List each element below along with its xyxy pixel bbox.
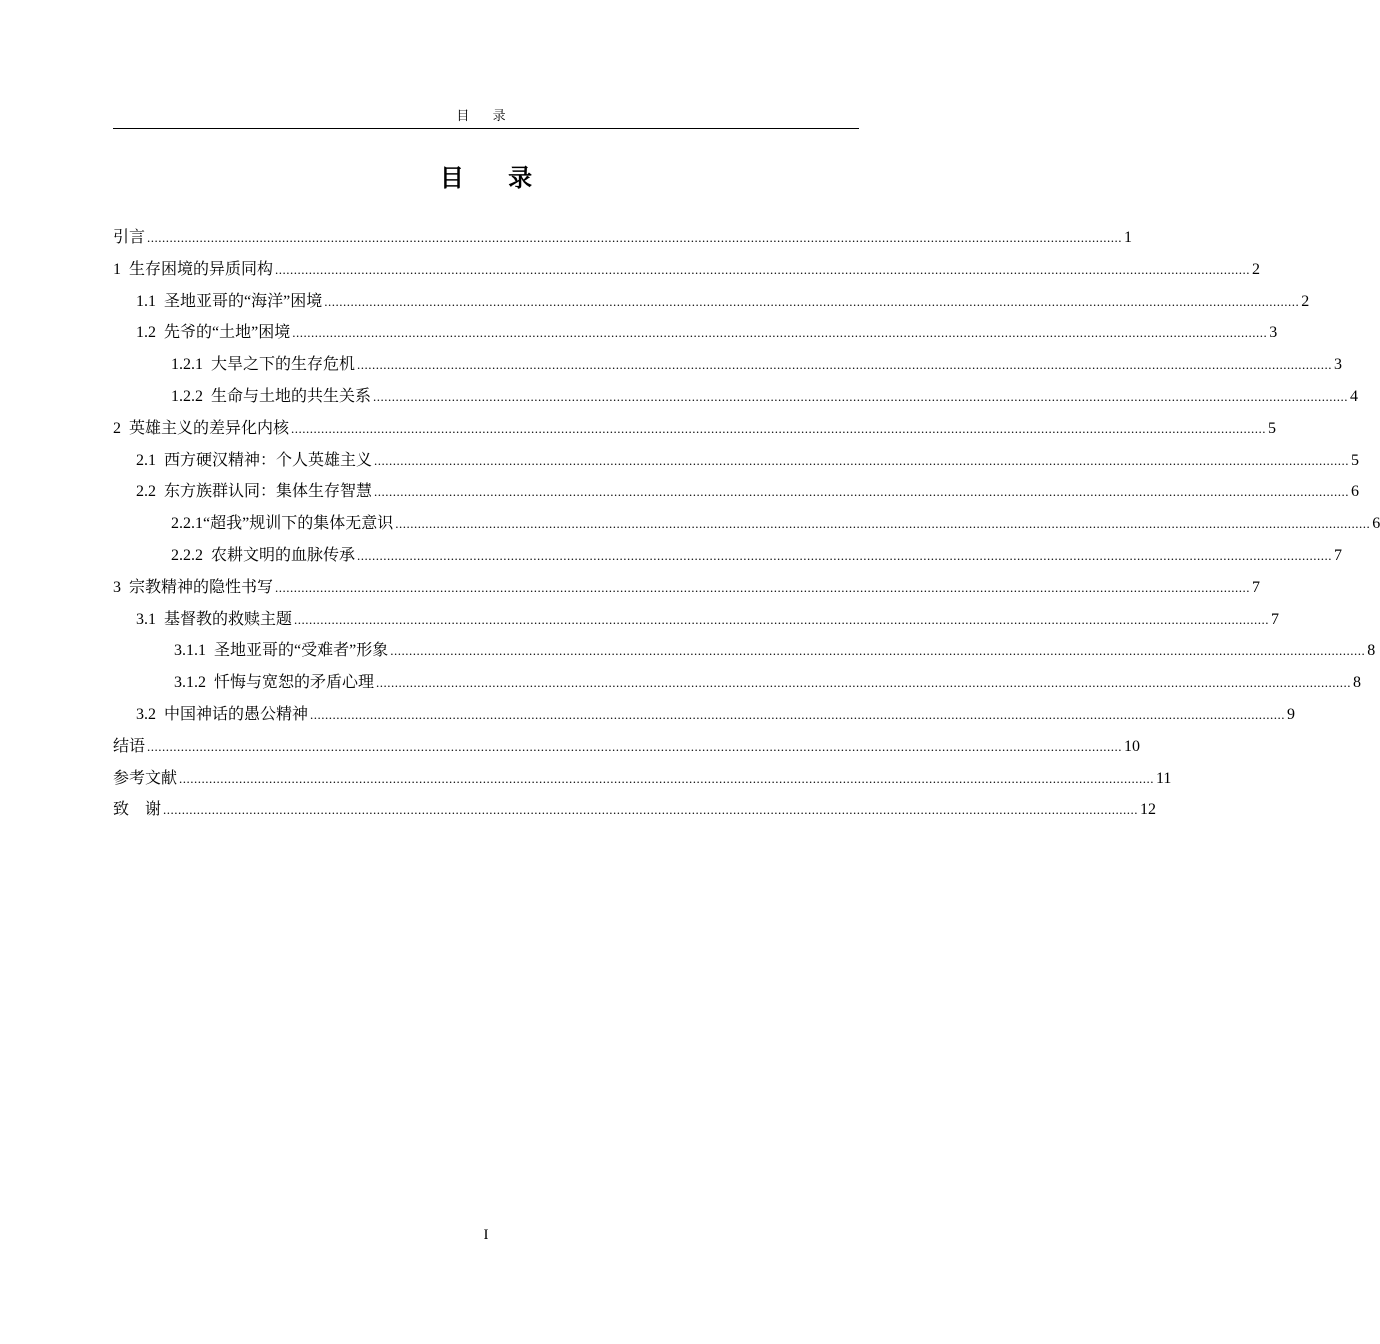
toc-entry-page: 5 [1351,451,1360,469]
running-header: 目 录 [456,108,516,123]
toc-entry-page: 7 [1334,546,1343,564]
dot-leader: .................................................................................................................................................................................................................................................................... [310,706,1286,722]
toc-entry-page: 6 [1351,483,1360,501]
header-rule [113,128,859,129]
dot-leader: .................................................................................................................................................................................................................................................................... [390,643,1366,659]
toc-entry-page: 1 [1124,229,1133,246]
toc-entry-label: 农耕文明的血脉传承 [211,546,356,564]
page-number: I [483,1227,489,1243]
dot-leader: .................................................................................................................................................................................................................................................................... [147,738,1123,754]
toc-entry[interactable] [113,317,1278,349]
dot-leader: .................................................................................................................................................................................................................................................................... [395,516,1371,532]
toc-entry-label: 致 谢 [113,801,162,819]
toc-entry[interactable] [113,413,1277,445]
toc-entry[interactable] [113,699,1296,731]
dot-leader: .................................................................................................................................................................................................................................................................... [179,770,1155,786]
toc-entry[interactable] [113,635,1376,667]
toc-entry-label: 忏悔与宽恕的矛盾心理 [214,674,375,692]
toc-entry-label: 圣地亚哥的“海洋”困境 [164,292,323,310]
dot-leader: .................................................................................................................................................................................................................................................................... [376,675,1352,691]
toc-entry-label: 西方硬汉精神：个人英雄主义 [164,451,373,469]
dot-leader: .................................................................................................................................................................................................................................................................... [294,611,1270,627]
dot-leader: .................................................................................................................................................................................................................................................................... [324,293,1300,309]
dot-leader: .................................................................................................................................................................................................................................................................... [147,230,1123,245]
toc-entry-page: 6 [1372,515,1380,533]
toc-entry-label: 先爷的“土地”困境 [164,324,291,342]
toc-entry-number: 2.1 [136,451,156,469]
toc-entry-label: 东方族群认同：集体生存智慧 [164,483,373,501]
toc-entry-number: 3.2 [136,705,156,723]
toc-entry-number: 2.2 [136,483,156,501]
toc-entry-label: 参考文献 [113,769,178,787]
toc-entry-page: 12 [1140,801,1157,819]
toc-entry-number: 2.2.1 [171,515,203,533]
toc-entry-page: 5 [1268,419,1277,437]
toc-entry[interactable] [113,794,1157,826]
toc-entry[interactable] [113,572,1261,604]
toc-entry[interactable] [113,445,1360,477]
toc-entry-label: 生存困境的异质同构 [129,260,274,278]
toc-entry-number: 1.2 [136,324,156,342]
toc-entry-page: 8 [1353,674,1362,692]
toc-entry-label: 结语 [113,737,146,755]
toc-entry-label: 英雄主义的差异化内核 [129,419,290,437]
toc-entry[interactable] [113,381,1359,413]
toc-entry[interactable] [113,731,1141,763]
toc-entry-number: 2 [113,419,121,437]
page-title: 目 录 [439,164,551,192]
toc-entry[interactable] [113,508,1380,540]
toc-entry-label: 宗教精神的隐性书写 [129,578,274,596]
toc-entry[interactable] [113,254,1261,286]
toc-entry-number: 1.2.1 [171,356,203,374]
dot-leader: .................................................................................................................................................................................................................................................................... [357,357,1333,373]
dot-leader: .................................................................................................................................................................................................................................................................... [292,325,1268,341]
toc-entry-number: 1.2.2 [171,387,203,405]
dot-leader: .................................................................................................................................................................................................................................................................... [357,547,1333,563]
toc-entry-number: 3.1.2 [174,674,206,692]
toc-entry[interactable] [113,667,1362,699]
toc-entry-number: 3 [113,578,121,596]
toc-entry-page: 8 [1367,642,1376,660]
toc-entry-page: 3 [1269,324,1278,342]
toc-entry-label: “超我”规训下的集体无意识 [203,515,394,533]
toc-entry-page: 4 [1350,387,1359,405]
toc-entry[interactable] [113,540,1343,572]
dot-leader: .................................................................................................................................................................................................................................................................... [291,420,1267,436]
toc-entry-page: 11 [1156,769,1172,787]
toc-entry[interactable] [113,763,1172,795]
toc-entry-label: 基督教的救赎主题 [164,610,293,628]
toc-entry-page: 7 [1252,578,1261,596]
toc-entry-number: 1 [113,260,121,278]
toc-list [113,222,1380,826]
toc-entry-page: 2 [1301,292,1310,310]
toc-entry-number: 3.1 [136,610,156,628]
dot-leader: .................................................................................................................................................................................................................................................................... [163,802,1139,818]
toc-entry-number: 3.1.1 [174,642,206,660]
toc-entry-number: 1.1 [136,292,156,310]
toc-entry[interactable] [113,222,1133,254]
toc-entry-label: 生命与土地的共生关系 [211,387,372,405]
toc-entry-page: 7 [1271,610,1280,628]
dot-leader: .................................................................................................................................................................................................................................................................... [373,388,1349,404]
toc-entry-number: 2.2.2 [171,546,203,564]
toc-entry-page: 2 [1252,260,1261,278]
toc-entry-page: 3 [1334,356,1343,374]
toc-entry[interactable] [113,349,1343,381]
toc-entry-label: 中国神话的愚公精神 [164,705,309,723]
toc-entry[interactable] [113,286,1310,318]
dot-leader: .................................................................................................................................................................................................................................................................... [275,579,1251,595]
toc-entry-label: 大旱之下的生存危机 [211,356,356,374]
dot-leader: .................................................................................................................................................................................................................................................................... [374,452,1350,468]
dot-leader: .................................................................................................................................................................................................................................................................... [374,484,1350,500]
toc-entry-label: 圣地亚哥的“受难者”形象 [214,642,389,660]
dot-leader: .................................................................................................................................................................................................................................................................... [275,261,1251,277]
toc-entry-page: 9 [1287,705,1296,723]
toc-entry[interactable] [113,604,1280,636]
toc-entry-page: 10 [1124,737,1141,755]
toc-entry[interactable] [113,476,1360,508]
toc-entry-label: 引言 [113,229,146,246]
